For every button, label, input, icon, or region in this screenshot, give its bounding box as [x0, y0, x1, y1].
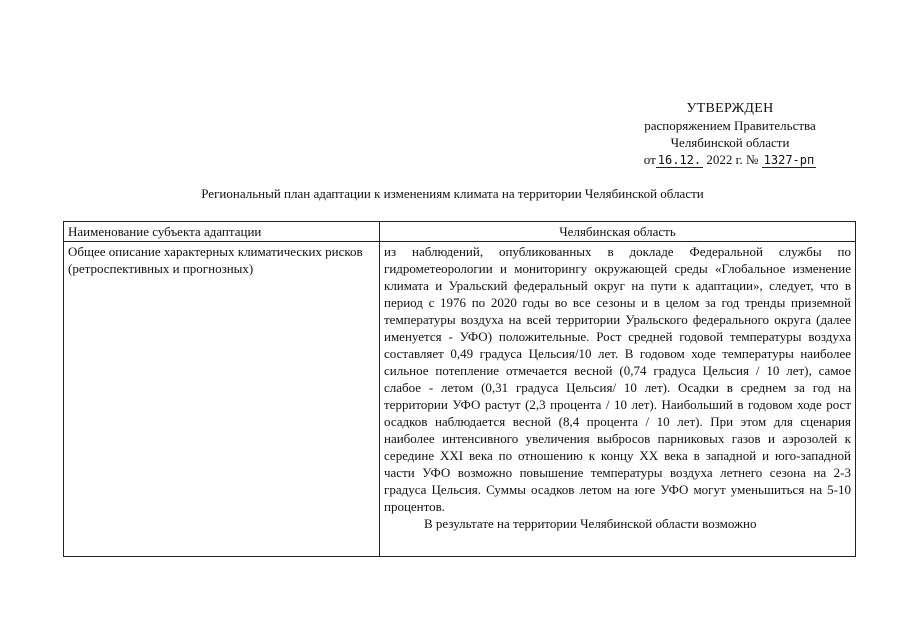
document-title: Региональный план адаптации к изменениям климата на территории Челябинской области	[201, 186, 704, 201]
approval-date-line	[600, 151, 860, 168]
date-prefix: от	[643, 152, 656, 167]
content-paragraph-2: В результате на территории Челябинской области возможно	[424, 516, 757, 531]
approval-line-1: распоряжением Правительства	[644, 118, 816, 133]
approval-stamp: УТВЕРЖДЕН	[686, 101, 774, 116]
row-label: Общее описание характерных климатических рисков (ретроспективных и прогнозных)	[64, 242, 380, 557]
header-region: Челябинская область	[380, 222, 856, 242]
order-number: 1327-рп	[763, 153, 815, 167]
table-row	[64, 242, 856, 557]
table-header-row	[64, 222, 856, 242]
content-paragraph-1: из наблюдений, опубликованных в докладе Федеральной службы по гидрометеорологии и мониторингу окружающей среды «Глобальное изменение климата и Уральский федеральный округ на пути к адаптации», следует, что в период с 1976 по 2020 годы во все сезоны и в целом за год тренды приземной температуры воздуха на всей территории Уральского федерального округа (далее именуется - УФО) положительные. Рост средней годовой температуры воздуха составляет 0,49 градуса Цельсия/10 лет. В годовом ходе температуры наиболее сильное потепление отмечается весной (0,74 градуса Цельсия / 10 лет), самое слабое - летом (0,31 градуса Цельсия/ 10 лет). Осадки в среднем за год на территории УФО растут (2,3 процента / 10 лет). Наибольший в годовом ходе рост осадков наблюдается весной (8,4 процента / 10 лет). При этом для сценария наиболее интенсивного увеличения выбросов парниковых газов и аэрозолей к середине XXI века по отношению к концу XX века в западной и юго-западной части УФО возможно повышение температуры воздуха летнего сезона на 2-3 градуса Цельсия. Суммы осадков летом на юге УФО могут уменьшиться на 5-10 процентов.	[384, 244, 851, 514]
row-content	[380, 242, 856, 557]
adaptation-plan-table	[63, 221, 856, 557]
date-suffix: 2022 г. №	[706, 152, 759, 167]
approval-line-2: Челябинской области	[670, 135, 790, 150]
header-subject: Наименование субъекта адаптации	[64, 222, 380, 242]
date-value: 16.12.	[657, 153, 702, 167]
approval-block	[600, 100, 860, 168]
